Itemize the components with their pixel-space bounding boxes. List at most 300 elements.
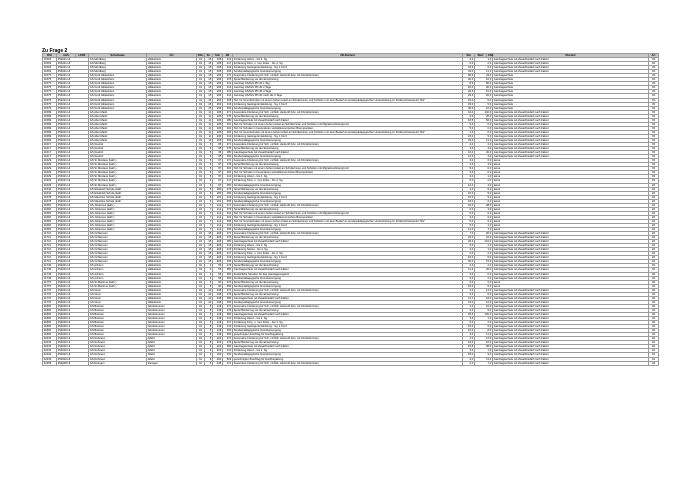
cell-ags-lkrz: 254021 HI xyxy=(57,183,89,187)
cell-sgl: 01 xyxy=(197,134,205,138)
cell-kl: 12 xyxy=(205,296,213,300)
cell-art: 03 xyxy=(649,163,659,167)
cell-sch: 161 xyxy=(213,199,223,203)
cell-ort: Hildesheim xyxy=(147,106,197,110)
cell-art: 03 xyxy=(649,58,659,62)
cell-schulname: GS Achtum xyxy=(89,268,147,272)
cell-zb-klartext: Std. für Schulen in besonderen sozialökonomischen Brennpunkten xyxy=(233,171,463,175)
cell-ort: Hildesheim xyxy=(147,187,197,191)
cell-schulname: GS Nord Hildesheim xyxy=(89,106,147,110)
cell-ort: Hildesheim xyxy=(147,159,197,163)
cell-zb: 450 xyxy=(223,276,233,280)
cell-wert: 8,0 xyxy=(475,329,493,333)
cell-sgl: 01 xyxy=(197,58,205,62)
cell-wert: 16,0 xyxy=(475,341,493,345)
cell-dst: 32232 xyxy=(43,341,57,345)
cell-ort: Hildesheim xyxy=(147,280,197,284)
cell-sch: 306 xyxy=(213,236,223,240)
cell-zb: 417 xyxy=(223,62,233,66)
cell-ort: Hildesheim xyxy=(147,102,197,106)
cell-klartext: keine xyxy=(493,167,649,171)
cell-art: 03 xyxy=(649,232,659,236)
cell-klartext: Ganztagsschule mit Zusatzbedarf nach Faktor xyxy=(493,143,649,147)
cell-art: 03 xyxy=(649,240,659,244)
cell-art: 03 xyxy=(649,98,659,102)
cell-dst: 11575 xyxy=(43,86,57,90)
cell-wert: 5,0 xyxy=(475,187,493,191)
cell-ort: Hildesheim xyxy=(147,288,197,292)
cell-ort: Hildesheim xyxy=(147,219,197,223)
cell-ort: Hildesheim xyxy=(147,167,197,171)
cell-sgl: 01 xyxy=(197,244,205,248)
cell-dst: 11745 xyxy=(43,272,57,276)
cell-kl: 15 xyxy=(205,98,213,102)
cell-sgl: 01 xyxy=(197,98,205,102)
cell-zb-klartext: Sprachförderung vor der Einschulung xyxy=(233,341,463,345)
cell-dst: 11599 xyxy=(43,118,57,122)
cell-dst: 11617 xyxy=(43,155,57,159)
cell-schulname: GS Achtum xyxy=(89,264,147,268)
cell-sch: 97 xyxy=(213,159,223,163)
cell-ort: Hildesheim xyxy=(147,143,197,147)
cell-sgl: 01 xyxy=(197,260,205,264)
cell-sch: 95 xyxy=(213,151,223,155)
cell-art: 03 xyxy=(649,268,659,272)
cell-zb: 313 xyxy=(223,86,233,90)
cell-ort: Nordstemmen xyxy=(147,304,197,308)
cell-ags-lkrz: 254021 HI xyxy=(57,179,89,183)
cell-sgl: 01 xyxy=(197,66,205,70)
cell-kl: 7 xyxy=(205,203,213,207)
cell-std: 22,0 xyxy=(463,236,475,240)
cell-ags-lkrz: 254002 HI xyxy=(57,349,89,353)
cell-ort: Hildesheim xyxy=(147,62,197,66)
cell-ags-lkrz: 254021 HI xyxy=(57,248,89,252)
cell-schulname: GS Elisabeth Schule (kath. xyxy=(89,191,147,195)
cell-art: 03 xyxy=(649,203,659,207)
cell-wert: 80,0 xyxy=(475,82,493,86)
cell-klartext: Ganztagsschule mit Zusatzbedarf nach Faktor xyxy=(493,232,649,236)
cell-art: 04 xyxy=(649,353,659,357)
cell-sch: 56 xyxy=(213,272,223,276)
cell-zb-klartext: Ganztagsschule mit Zusatzbedarf nach Faktor xyxy=(233,313,463,317)
cell-sch: 97 xyxy=(213,167,223,171)
cell-zb-klartext: Förderung Hören - bis 4. Sg. xyxy=(233,58,463,62)
cell-ags-lkrz: 254021 HI xyxy=(57,122,89,126)
cell-std: 4,0 xyxy=(463,357,475,361)
cell-std: 12,0 xyxy=(463,183,475,187)
cell-zb-klartext: Ganztagsschule mit Zusatzbedarf nach Faktor xyxy=(233,118,463,122)
cell-wert: 20,0 xyxy=(475,232,493,236)
cell-std: 6,0 xyxy=(463,62,475,66)
cell-wert: 14,0 xyxy=(475,288,493,292)
cell-dst: 32232 xyxy=(43,337,57,341)
cell-kl: 8 xyxy=(205,325,213,329)
cell-sch: 149 xyxy=(213,304,223,308)
cell-dst: 11575 xyxy=(43,98,57,102)
cell-art: 03 xyxy=(649,292,659,296)
cell-zb: 380 xyxy=(223,345,233,349)
cell-art: 03 xyxy=(649,244,659,248)
cell-kl: 15 xyxy=(205,244,213,248)
cell-zb: 315 xyxy=(223,90,233,94)
cell-ort: Hildesheim xyxy=(147,147,197,151)
cell-ags-lkrz: 254021 HI xyxy=(57,167,89,171)
cell-sgl: 01 xyxy=(197,167,205,171)
cell-zb-klartext: besondere Förderung für Sch. nichtdt. Herkunft bzw. mit Förderkonzept xyxy=(233,110,463,114)
cell-schulname: GS Dohnsen xyxy=(89,337,147,341)
cell-wert: 44,0 xyxy=(475,296,493,300)
cell-sch: 206 xyxy=(213,122,223,126)
cell-sgl: 01 xyxy=(197,300,205,304)
cell-ags-lkrz: 254021 HI xyxy=(57,280,89,284)
cell-wert: 5,0 xyxy=(475,256,493,260)
cell-kl: 8 xyxy=(205,329,213,333)
cell-std: 6,0 xyxy=(463,276,475,280)
cell-wert: 46,0 xyxy=(475,268,493,272)
cell-klartext: keine xyxy=(493,187,649,191)
cell-sch: 112 xyxy=(213,215,223,219)
cell-art: 03 xyxy=(649,248,659,252)
cell-sch: 97 xyxy=(213,171,223,175)
cell-ags-lkrz: 254021 HI xyxy=(57,203,89,207)
cell-sgl: 01 xyxy=(197,325,205,329)
cell-art: 03 xyxy=(649,236,659,240)
cell-sgl: 01 xyxy=(197,349,205,353)
cell-art: 03 xyxy=(649,207,659,211)
cell-sch: 202 xyxy=(213,345,223,349)
cell-kl: 15 xyxy=(205,248,213,252)
cell-art: 04 xyxy=(649,345,659,349)
cell-sch: 245 xyxy=(213,300,223,304)
cell-wert: 0,0 xyxy=(475,171,493,175)
cell-art: 03 xyxy=(649,304,659,308)
cell-sch: 306 xyxy=(213,256,223,260)
cell-art: 03 xyxy=(649,159,659,163)
cell-klartext: Ganztagsschule mit Zusatzbedarf nach Faktor xyxy=(493,304,649,308)
cell-zb-klartext: Förderung Geistige Entwicklung - Sg. 1 bis 6 xyxy=(233,134,463,138)
cell-sch: 006 xyxy=(213,62,223,66)
cell-std: 3,0 xyxy=(463,248,475,252)
cell-klartext: keine xyxy=(493,175,649,179)
cell-klartext: Ganztagsschule xyxy=(493,90,649,94)
cell-sgl: 01 xyxy=(197,321,205,325)
cell-wert: 22,0 xyxy=(475,236,493,240)
cell-sgl: 01 xyxy=(197,268,205,272)
cell-schulname: GS Neuhof xyxy=(89,151,147,155)
cell-schulname: GS Dohnsen xyxy=(89,357,147,361)
cell-schulname: GS Ochtersum xyxy=(89,236,147,240)
cell-schulname: GS Nord Hildesheim xyxy=(89,102,147,106)
cell-std: 3,0 xyxy=(463,58,475,62)
cell-wert: 12,0 xyxy=(475,337,493,341)
cell-sch: 293 xyxy=(213,82,223,86)
cell-dst: 11629 xyxy=(43,159,57,163)
cell-kl: 6 xyxy=(205,175,213,179)
cell-ort: Hildesheim xyxy=(147,78,197,82)
cell-zb: 376 xyxy=(223,292,233,296)
cell-ort: Hildesheim xyxy=(147,268,197,272)
cell-sch: 206 xyxy=(213,110,223,114)
cell-kl: 15 xyxy=(205,260,213,264)
cell-kl: 5 xyxy=(205,284,213,288)
cell-ort: Nordstemmen xyxy=(147,325,197,329)
cell-schulname: GS St.Martinus (kath.) xyxy=(89,284,147,288)
cell-zb-klartext: Förderung Körp. u. mot. Entw. - bis 4. Sg. xyxy=(233,321,463,325)
cell-std: 26,5 xyxy=(463,313,475,317)
cell-art: 03 xyxy=(649,195,659,199)
cell-sch: 112 xyxy=(213,223,223,227)
cell-art: 03 xyxy=(649,151,659,155)
col-header-zb: ZB xyxy=(223,54,233,58)
cell-art: 03 xyxy=(649,171,659,175)
cell-ort: Alfeld xyxy=(147,353,197,357)
cell-kl: 11 xyxy=(205,126,213,130)
cell-dst: 11721 xyxy=(43,252,57,256)
cell-sgl: 01 xyxy=(197,288,205,292)
cell-art: 03 xyxy=(649,272,659,276)
cell-art: 03 xyxy=(649,256,659,260)
cell-klartext: Ganztagsschule xyxy=(493,98,649,102)
cell-zb-klartext: Std. für Grundschulen mit einem hohen Anteil an Schülerinnen und Schülern mit dem Bedarf an sonderpädagogischer Unterstützung im Förderschwerpunkt "ES" xyxy=(233,219,463,223)
cell-art: 03 xyxy=(649,86,659,90)
cell-zb-klartext: Sonderpädagogische Grundversorgung xyxy=(233,260,463,264)
cell-ort: Hildesheim xyxy=(147,175,197,179)
cell-zb: 450 xyxy=(223,329,233,333)
cell-klartext: Ganztagsschule mit Zusatzbedarf nach Faktor xyxy=(493,329,649,333)
cell-zb-klartext: besondere Förderung für Sch. nichtdt. Herkunft bzw. mit Förderkonzept xyxy=(233,337,463,341)
cell-dst: 11757 xyxy=(43,280,57,284)
cell-kl: 15 xyxy=(205,58,213,62)
cell-art: 03 xyxy=(649,313,659,317)
cell-ort: Hildesheim xyxy=(147,171,197,175)
cell-klartext: Ganztagsschule mit Zusatzbedarf nach Faktor xyxy=(493,288,649,292)
cell-ort: Hildesheim xyxy=(147,296,197,300)
cell-ags-lkrz: 254026 HI xyxy=(57,317,89,321)
cell-schulname: GS Nord Hildesheim xyxy=(89,86,147,90)
cell-art: 03 xyxy=(649,90,659,94)
cell-wert: 2,0 xyxy=(475,276,493,280)
cell-ags-lkrz: 254021 HI xyxy=(57,236,89,240)
cell-dst: 11681 xyxy=(43,228,57,232)
cell-std: 15,0 xyxy=(463,191,475,195)
cell-ags-lkrz: 254021 HI xyxy=(57,70,89,74)
cell-wert: 2,0 xyxy=(475,179,493,183)
cell-kl: 6 xyxy=(205,155,213,159)
cell-sch: 97 xyxy=(213,175,223,179)
cell-dst: 11681 xyxy=(43,207,57,211)
cell-sgl: 01 xyxy=(197,236,205,240)
cell-zb-klartext: Std. für Schulen in besonderen sozialökonomischen Brennpunkten xyxy=(233,126,463,130)
cell-art: 03 xyxy=(649,147,659,151)
cell-sch: 95 xyxy=(213,147,223,151)
cell-zb: 450 xyxy=(223,106,233,110)
cell-schulname: GS Johannes (kath.) xyxy=(89,219,147,223)
cell-ags-lkrz: 254021 HI xyxy=(57,244,89,248)
cell-zb: 450 xyxy=(223,138,233,142)
cell-std: 16,0 xyxy=(463,341,475,345)
cell-zb-klartext: Zusätzliche Stunden für das Ganztagsangebot xyxy=(233,272,463,276)
cell-ags-lkrz: 254002 HI xyxy=(57,337,89,341)
cell-ort: Hildesheim xyxy=(147,232,197,236)
cell-sgl: 01 xyxy=(197,313,205,317)
cell-std: 6,0 xyxy=(463,179,475,183)
cell-zb-klartext: Ganztagsschule mit Zusatzbedarf nach Faktor xyxy=(233,151,463,155)
cell-klartext: Ganztagsschule mit Zusatzbedarf nach Faktor xyxy=(493,353,649,357)
cell-std: 3,0 xyxy=(463,215,475,219)
cell-kl: 5 xyxy=(205,280,213,284)
cell-klartext: Ganztagsschule mit Zusatzbedarf nach Faktor xyxy=(493,252,649,256)
sheet-title: Zu Frage 2 xyxy=(42,48,68,54)
cell-art: 04 xyxy=(649,357,659,361)
cell-sgl: 01 xyxy=(197,78,205,82)
data-table xyxy=(42,53,659,366)
cell-ort: Hildesheim xyxy=(147,223,197,227)
cell-ort: Hildesheim xyxy=(147,151,197,155)
cell-wert: 1,0 xyxy=(475,349,493,353)
cell-std: 7,0 xyxy=(463,232,475,236)
cell-std: 18,5 xyxy=(463,118,475,122)
cell-sch: 245 xyxy=(213,296,223,300)
cell-zb: 376 xyxy=(223,147,233,151)
cell-ort: Hildesheim xyxy=(147,211,197,215)
cell-zb-klartext: Std. für Grundschulen mit einem hohen Anteil an Schülerinnen und Schülern mit dem Bedarf an sonderpädagogischer Unterstützung im Förderschwerpunkt "ES" xyxy=(233,98,463,102)
cell-ags-lkrz: 254021 HI xyxy=(57,292,89,296)
cell-art: 03 xyxy=(649,134,659,138)
cell-zb: 419 xyxy=(223,325,233,329)
cell-schulname: GS Mordberg xyxy=(89,58,147,62)
cell-ags-lkrz: 254026 HI xyxy=(57,304,89,308)
cell-klartext: Ganztagsschule mit Zusatzbedarf nach Faktor xyxy=(493,66,649,70)
cell-zb-klartext: Sonderpädagogische Grundversorgung xyxy=(233,353,463,357)
cell-kl: 6 xyxy=(205,167,213,171)
cell-std: 3,0 xyxy=(463,175,475,179)
cell-art: 03 xyxy=(649,317,659,321)
cell-wert: 0,0 xyxy=(475,126,493,130)
cell-sch: 97 xyxy=(213,163,223,167)
cell-sgl: 01 xyxy=(197,147,205,151)
cell-schulname: GS Barnten xyxy=(89,325,147,329)
cell-klartext: keine xyxy=(493,219,649,223)
cell-ags-lkrz: 254021 HI xyxy=(57,147,89,151)
cell-kl: 6 xyxy=(205,195,213,199)
cell-wert: 5,0 xyxy=(475,195,493,199)
cell-schulname: GS Itzum xyxy=(89,288,147,292)
cell-ags-lkrz: 254021 HI xyxy=(57,143,89,147)
cell-ort: Hildesheim xyxy=(147,66,197,70)
cell-schulname: GS Achtum xyxy=(89,276,147,280)
cell-ags-lkrz: 254021 HI xyxy=(57,219,89,223)
cell-schulname: GS Neuhof xyxy=(89,143,147,147)
cell-dst: 32256 xyxy=(43,361,57,365)
cell-std: 6,0 xyxy=(463,244,475,248)
cell-sgl: 01 xyxy=(197,219,205,223)
cell-schulname: GS St.Nicolaus (kath.) xyxy=(89,163,147,167)
cell-art: 03 xyxy=(649,191,659,195)
cell-sgl: 01 xyxy=(197,143,205,147)
cell-ags-lkrz: 254021 HI xyxy=(57,74,89,78)
cell-ags-lkrz: 254021 HI xyxy=(57,98,89,102)
cell-schulname: GS Dohnsen xyxy=(89,341,147,345)
cell-art: 03 xyxy=(649,114,659,118)
cell-std: 11,7 xyxy=(463,296,475,300)
cell-schulname: GS Ochtersum xyxy=(89,260,147,264)
cell-std: 3,0 xyxy=(463,147,475,151)
cell-wert: 7,0 xyxy=(475,361,493,365)
cell-std: 1,0 xyxy=(463,187,475,191)
cell-std: 2,0 xyxy=(463,130,475,134)
cell-ort: Hildesheim xyxy=(147,292,197,296)
col-header-dst: DSt xyxy=(43,54,57,58)
cell-schulname: GS Elisabeth Schule (kath. xyxy=(89,187,147,191)
cell-ags-lkrz: 254021 HI xyxy=(57,102,89,106)
cell-sch: 006 xyxy=(213,70,223,74)
cell-dst: 32232 xyxy=(43,353,57,357)
cell-wert: 2,0 xyxy=(475,264,493,268)
cell-ags-lkrz: 254021 HI xyxy=(57,199,89,203)
cell-kl: 6 xyxy=(205,179,213,183)
cell-ags-lkrz: 254026 HI xyxy=(57,329,89,333)
cell-zb: 450 xyxy=(223,260,233,264)
cell-klartext: keine xyxy=(493,191,649,195)
cell-klartext: Ganztagsschule mit Zusatzbedarf nach Faktor xyxy=(493,313,649,317)
cell-dst: 11599 xyxy=(43,138,57,142)
cell-sgl: 01 xyxy=(197,195,205,199)
cell-wert: 0,0 xyxy=(475,272,493,276)
cell-dst: 11757 xyxy=(43,284,57,288)
cell-sch: 006 xyxy=(213,58,223,62)
cell-zb-klartext: Ganztag GS/IGS Pfl.HS 1 Tag xyxy=(233,82,463,86)
cell-zb-klartext: Sonderpädagogische Grundversorgung xyxy=(233,183,463,187)
cell-klartext: keine xyxy=(493,215,649,219)
cell-sch: 206 xyxy=(213,118,223,122)
table-row xyxy=(43,361,659,365)
cell-ort: Nordstemmen xyxy=(147,329,197,333)
cell-ags-lkrz: 254021 HI xyxy=(57,66,89,70)
cell-wert: 0,0 xyxy=(475,167,493,171)
cell-sch: 206 xyxy=(213,114,223,118)
cell-schulname: GS St.Nicolaus (kath.) xyxy=(89,171,147,175)
cell-zb-klartext: Sprachförderung vor der Einschulung xyxy=(233,207,463,211)
cell-schulname: GS Dohnsen xyxy=(89,353,147,357)
cell-kl: 12 xyxy=(205,288,213,292)
cell-schulname: GS Nord Hildesheim xyxy=(89,74,147,78)
cell-sgl: 01 xyxy=(197,187,205,191)
cell-wert: 5,0 xyxy=(475,284,493,288)
col-header-std: Std xyxy=(463,54,475,58)
cell-kl: 4 xyxy=(205,276,213,280)
cell-sch: 161 xyxy=(213,195,223,199)
cell-sgl: 01 xyxy=(197,118,205,122)
cell-klartext: Ganztagsschule mit Zusatzbedarf nach Faktor xyxy=(493,317,649,321)
cell-schulname: GS Duingen xyxy=(89,361,147,365)
cell-ags-lkrz: 254021 HI xyxy=(57,138,89,142)
cell-sch: 206 xyxy=(213,138,223,142)
cell-std: 2,0 xyxy=(463,264,475,268)
cell-dst: 11681 xyxy=(43,215,57,219)
cell-zb-klartext: besondere Förderung für Sch. nichtdt. Herkunft bzw. mit Förderkonzept xyxy=(233,304,463,308)
cell-std: 5,0 xyxy=(463,223,475,227)
cell-klartext: Ganztagsschule mit Zusatzbedarf nach Faktor xyxy=(493,337,649,341)
cell-sch: 180 xyxy=(213,187,223,191)
cell-klartext: Ganztagsschule mit Zusatzbedarf nach Faktor xyxy=(493,58,649,62)
cell-zb: 419 xyxy=(223,66,233,70)
cell-wert: 0,0 xyxy=(475,122,493,126)
cell-art: 03 xyxy=(649,276,659,280)
cell-dst: 11575 xyxy=(43,82,57,86)
cell-dst: 11800 xyxy=(43,333,57,337)
cell-ags-lkrz: 254021 HI xyxy=(57,268,89,272)
